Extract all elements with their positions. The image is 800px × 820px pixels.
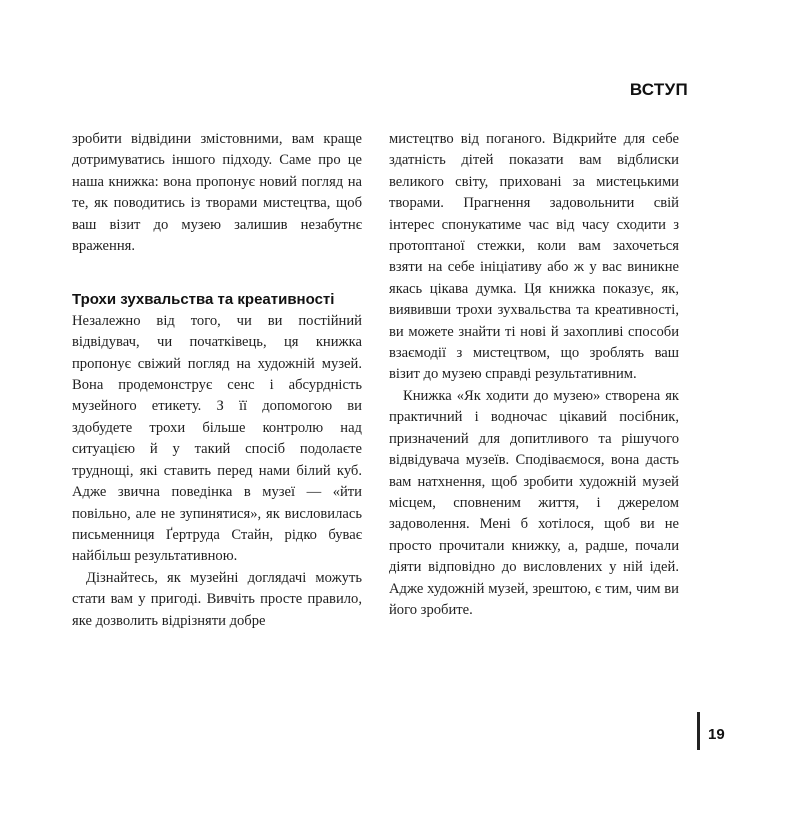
paragraph: Книжка «Як ходити до музею» створена як практичний і водночас цікавий посібник, призначений для допитливого та рішучого відвідувача музеїв. Сподіваємося, вона дасть вам натхнення, щоб зробити художній музей місцем, сповненим життя, і джерелом задоволення. Мені б хотілося, щоб ви не просто прочитали книжку, а, радше, почали діяти відповідно до висловлених у ній ідей. Адже художній музей, зрештою, є тим, чим ви його зробите. xyxy=(389,387,679,618)
left-column xyxy=(72,129,362,632)
paragraph: Дізнайтесь, як музейні доглядачі можуть стати вам у пригоді. Вивчіть просте правило, яке дозволить відрізняти добре xyxy=(72,569,362,629)
running-head-title: ВСТУП xyxy=(629,80,688,99)
page-number: 19 xyxy=(708,726,725,743)
page-number-rule xyxy=(697,712,700,750)
paragraph-continued: зробити відвідини змістовними, вам краще дотримуватись іншого підходу. Саме про це наша книжка: вона пропонує новий погляд на те, як поводитись із творами мистецтва, щоб ваш візит до музею залишив незабутнє враження. xyxy=(72,131,362,255)
section-heading: Трохи зухвальства та креативності xyxy=(72,291,335,309)
right-column xyxy=(389,129,679,621)
paragraph: Незалежно від того, чи ви постійний відвідувач, чи початківець, ця книжка пропонує свіжий погляд на художній музей. Вона продемонструє сенс і абсурдність музейного етикету. З її допомогою ви здобудете трохи більше контролю над ситуацією й у такий спосіб подолаєте труднощі, які ставить перед нами білий куб. Адже звична поведінка в музеї — «йти повільно, але не зупинятися», як висловилась письменниця Ґертруда Стайн, рідко буває найбільш результативною. xyxy=(72,312,362,565)
paragraph-continued: мистецтво від поганого. Відкрийте для себе здатність дітей показати вам відблиски великого світу, приховані за мистецькими творами. Прагнення задовольнити свій інтерес спонукатиме час від часу сходити з протоптаної стежки, коли вам захочеться взяти на себе ініціативу або ж у вас виникне якась цікава думка. Ця книжка показує, як, виявивши трохи зухвальства та креативності, ви можете знайти ті нові й захопливі способи взаємодії з мистецтвом, що зроблять ваш візит до музею справді результативним. xyxy=(389,131,679,383)
